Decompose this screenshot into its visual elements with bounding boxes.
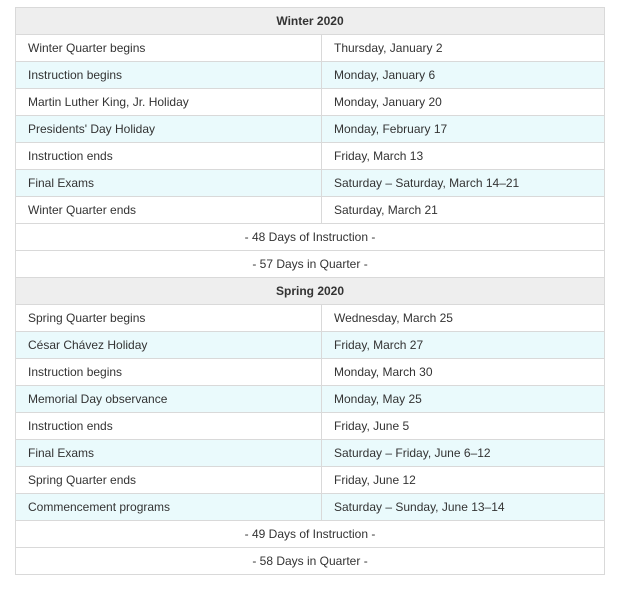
date-cell: Thursday, January 2	[322, 35, 605, 62]
summary-cell: - 48 Days of Instruction -	[16, 224, 605, 251]
table-row	[16, 359, 605, 386]
event-cell: Memorial Day observance	[16, 386, 322, 413]
section-title: Spring 2020	[16, 278, 605, 305]
summary-cell: - 57 Days in Quarter -	[16, 251, 605, 278]
summary-cell: - 49 Days of Instruction -	[16, 521, 605, 548]
date-cell: Friday, June 12	[322, 467, 605, 494]
table-row	[16, 143, 605, 170]
event-cell: Instruction ends	[16, 413, 322, 440]
summary-row-quarter-days	[16, 548, 605, 575]
table-row	[16, 116, 605, 143]
summary-cell: - 58 Days in Quarter -	[16, 548, 605, 575]
summary-row-instruction-days	[16, 224, 605, 251]
date-cell: Saturday, March 21	[322, 197, 605, 224]
event-cell: Presidents' Day Holiday	[16, 116, 322, 143]
table-row	[16, 440, 605, 467]
table-row	[16, 89, 605, 116]
table-row	[16, 386, 605, 413]
event-cell: Winter Quarter ends	[16, 197, 322, 224]
event-cell: Instruction begins	[16, 359, 322, 386]
date-cell: Saturday – Sunday, June 13–14	[322, 494, 605, 521]
date-cell: Friday, March 13	[322, 143, 605, 170]
summary-row-instruction-days	[16, 521, 605, 548]
table-row	[16, 305, 605, 332]
table-row	[16, 170, 605, 197]
event-cell: Instruction begins	[16, 62, 322, 89]
academic-calendar-table	[15, 7, 605, 575]
table-row	[16, 35, 605, 62]
summary-row-quarter-days	[16, 251, 605, 278]
table-row	[16, 332, 605, 359]
event-cell: Commencement programs	[16, 494, 322, 521]
date-cell: Saturday – Saturday, March 14–21	[322, 170, 605, 197]
date-cell: Monday, March 30	[322, 359, 605, 386]
date-cell: Monday, February 17	[322, 116, 605, 143]
date-cell: Monday, January 20	[322, 89, 605, 116]
date-cell: Monday, May 25	[322, 386, 605, 413]
event-cell: Final Exams	[16, 170, 322, 197]
section-header-spring	[16, 278, 605, 305]
event-cell: Martin Luther King, Jr. Holiday	[16, 89, 322, 116]
date-cell: Saturday – Friday, June 6–12	[322, 440, 605, 467]
section-header-winter	[16, 8, 605, 35]
event-cell: Instruction ends	[16, 143, 322, 170]
event-cell: Final Exams	[16, 440, 322, 467]
date-cell: Wednesday, March 25	[322, 305, 605, 332]
table-row	[16, 494, 605, 521]
table-row	[16, 62, 605, 89]
section-title: Winter 2020	[16, 8, 605, 35]
date-cell: Monday, January 6	[322, 62, 605, 89]
table-row	[16, 413, 605, 440]
table-row	[16, 467, 605, 494]
event-cell: Spring Quarter ends	[16, 467, 322, 494]
event-cell: Winter Quarter begins	[16, 35, 322, 62]
event-cell: César Chávez Holiday	[16, 332, 322, 359]
event-cell: Spring Quarter begins	[16, 305, 322, 332]
table-row	[16, 197, 605, 224]
date-cell: Friday, March 27	[322, 332, 605, 359]
calendar-container	[15, 7, 604, 575]
date-cell: Friday, June 5	[322, 413, 605, 440]
